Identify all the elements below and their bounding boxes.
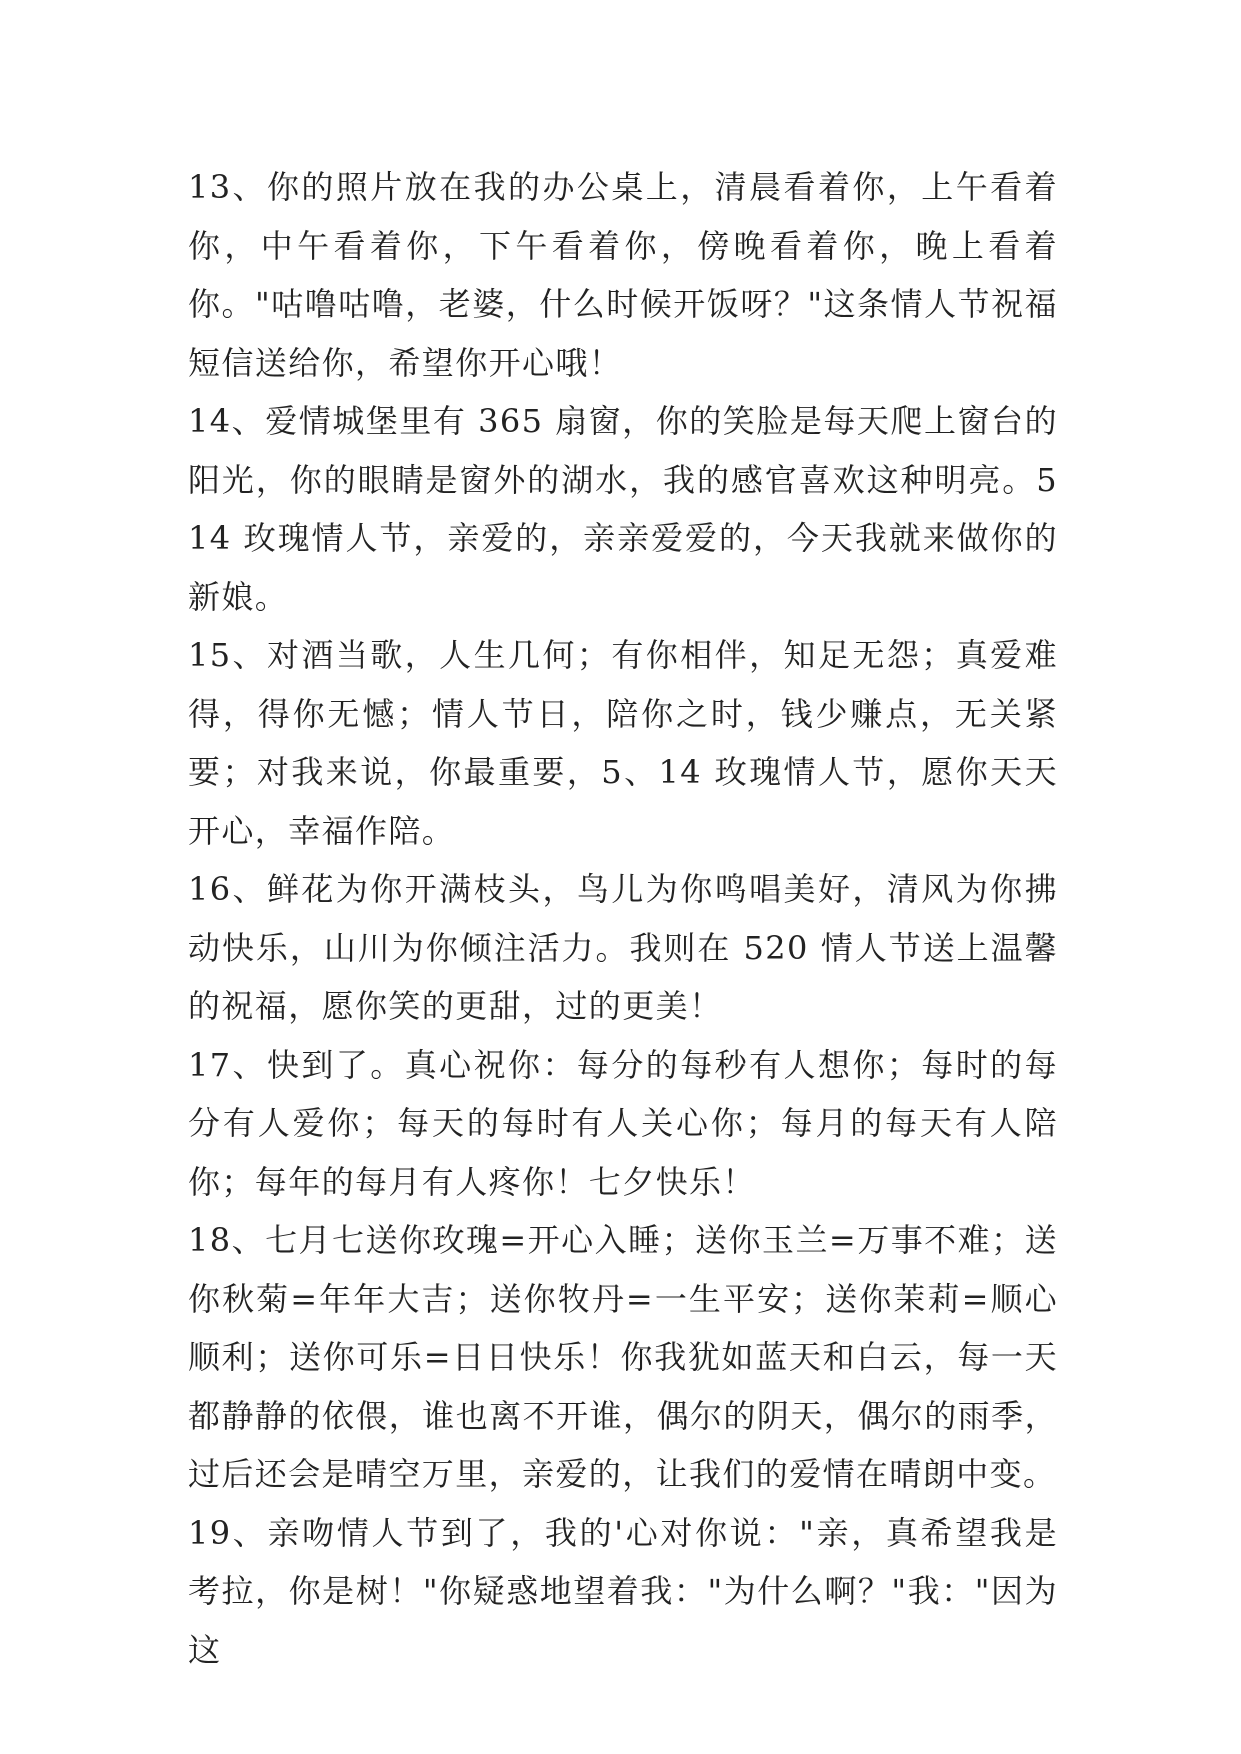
document-body xyxy=(188,158,1058,1679)
paragraph-19: 19、亲吻情人节到了，我的'心对你说："亲，真希望我是考拉，你是树！"你疑惑地望着我："为什么啊？"我："因为这 xyxy=(188,1513,1058,1669)
paragraph-14: 14、爱情城堡里有 365 扇窗，你的笑脸是每天爬上窗台的阳光，你的眼睛是窗外的湖水，我的感官喜欢这种明亮。514 玫瑰情人节，亲爱的，亲亲爱爱的，今天我就来做你的新娘。 xyxy=(188,402,1058,616)
paragraph-17: 17、快到了。真心祝你：每分的每秒有人想你；每时的每分有人爱你；每天的每时有人关心你；每月的每天有人陪你；每年的每月有人疼你！七夕快乐！ xyxy=(188,1045,1058,1201)
paragraph-18: 18、七月七送你玫瑰=开心入睡；送你玉兰=万事不难；送你秋菊=年年大吉；送你牧丹=一生平安；送你茉莉=顺心顺利；送你可乐=日日快乐！你我犹如蓝天和白云，每一天都静静的依偎，谁也离不开谁，偶尔的阴天，偶尔的雨季，过后还会是晴空万里，亲爱的，让我们的爱情在晴朗中变。 xyxy=(188,1221,1058,1493)
paragraph-16: 16、鲜花为你开满枝头，鸟儿为你鸣唱美好，清风为你拂动快乐，山川为你倾注活力。我则在 520 情人节送上温馨的祝福，愿你笑的更甜，过的更美！ xyxy=(188,870,1058,1025)
paragraph-15: 15、对酒当歌，人生几何；有你相伴，知足无怨；真爱难得，得你无憾；情人节日，陪你之时，钱少赚点，无关紧要；对我来说，你最重要，5、14 玫瑰情人节，愿你天天开心，幸福作陪。 xyxy=(188,636,1058,850)
paragraph-13: 13、你的照片放在我的办公桌上，清晨看着你，上午看着你，中午看着你，下午看着你，傍晚看着你，晚上看着你。"咕噜咕噜，老婆，什么时候开饭呀？"这条情人节祝福短信送给你，希望你开心哦！ xyxy=(188,168,1058,382)
